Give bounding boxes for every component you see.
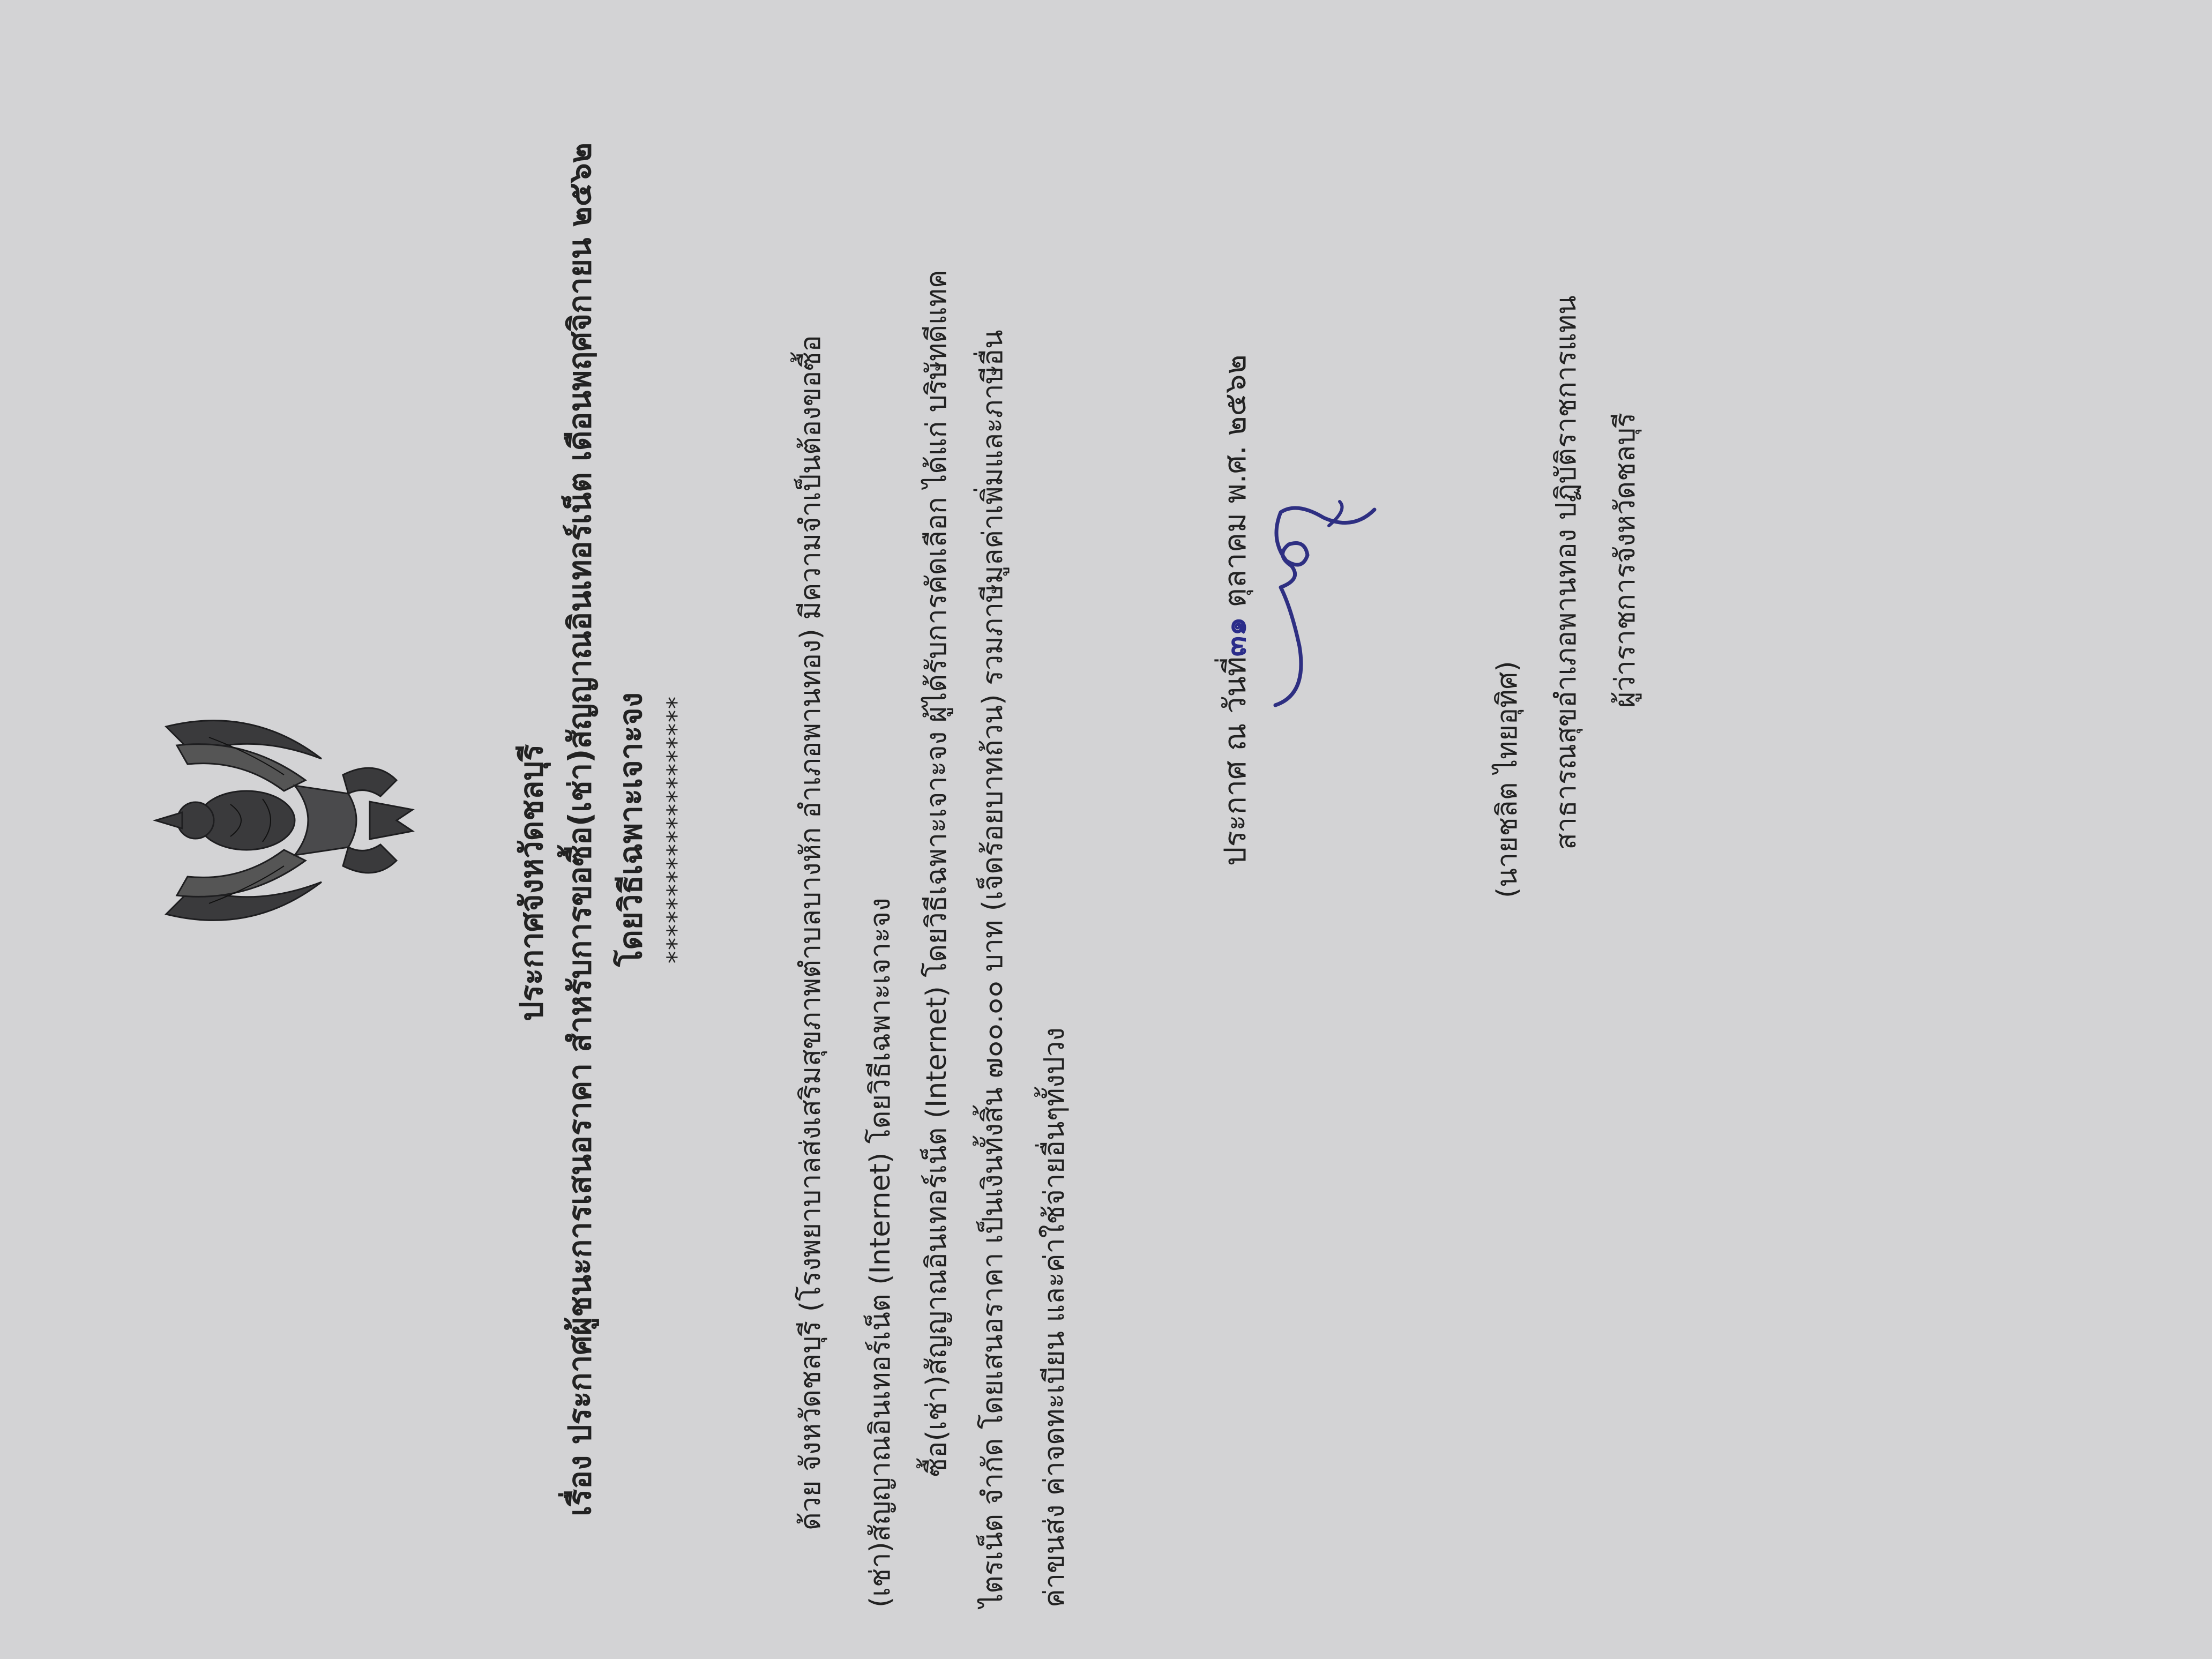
- paragraph-1-line-2: (เช่า)สัญญาณอินเทอร์เน็ต (Internet) โดยวิธีเฉพาะเจาะจง: [864, 898, 896, 1608]
- handwritten-signature: [1259, 496, 1388, 716]
- signer-position-line-2: ผู้ว่าราชการจังหวัดชลบุรี: [1609, 412, 1641, 708]
- garuda-emblem: [145, 694, 423, 946]
- date-suffix: ตุลาคม พ.ศ. ๒๕๖๒: [1218, 354, 1253, 608]
- paragraph-2-line-3: ค่าขนส่ง ค่าจดทะเบียน และค่าใช้จ่ายอื่นๆทั้งปวง: [1038, 1027, 1071, 1608]
- announcement-date: [1211, 355, 1259, 866]
- date-day: ๓๑: [1218, 617, 1253, 657]
- announcement-title: ประกาศจังหวัดชลบุรี: [513, 744, 550, 1021]
- procurement-method: โดยวิธีเฉพาะเจาะจง: [612, 692, 649, 967]
- heading-separator: ********************: [662, 696, 691, 963]
- announcement-subject: เรื่อง ประกาศผู้ชนะการเสนอราคา สำหรับการขอซื้อ(เช่า)สัญญาณอินเทอร์เน็ต เดือนพฤศจิกายน ๒๕๖๒: [562, 143, 598, 1516]
- date-prefix: ประกาศ ณ วันที่: [1218, 656, 1253, 866]
- paragraph-2-line-1: ซื้อ(เช่า)สัญญาณอินเทอร์เน็ต (Internet) โดยวิธีเฉพาะเจาะจง ผู้ได้รับการคัดเลือก ได้แก่ บริษัทดีแทค: [921, 270, 953, 1477]
- signer-name: (นายชลิต ไทยอุทิศ): [1491, 661, 1523, 898]
- paragraph-2-line-2: ไตรเน็ต จำกัด โดยเสนอราคา เป็นเงินทั้งสิ้น ๗๐๐.๐๐ บาท (เจ็ดร้อยบาทถ้วน) รวมภาษีมูลค่าเพิ่มและภาษีอื่น: [977, 330, 1009, 1608]
- paragraph-1-line-1: ด้วย จังหวัดชลบุรี (โรงพยาบาลส่งเสริมสุขภาพตำบลบางหัก อำเภอพานทอง) มีความจำเป็นต้องขอซื้อ: [795, 335, 827, 1530]
- signer-position-line-1: สาธารณสุขอำเภอพานทอง ปฏิบัติราชการแทน: [1550, 295, 1582, 850]
